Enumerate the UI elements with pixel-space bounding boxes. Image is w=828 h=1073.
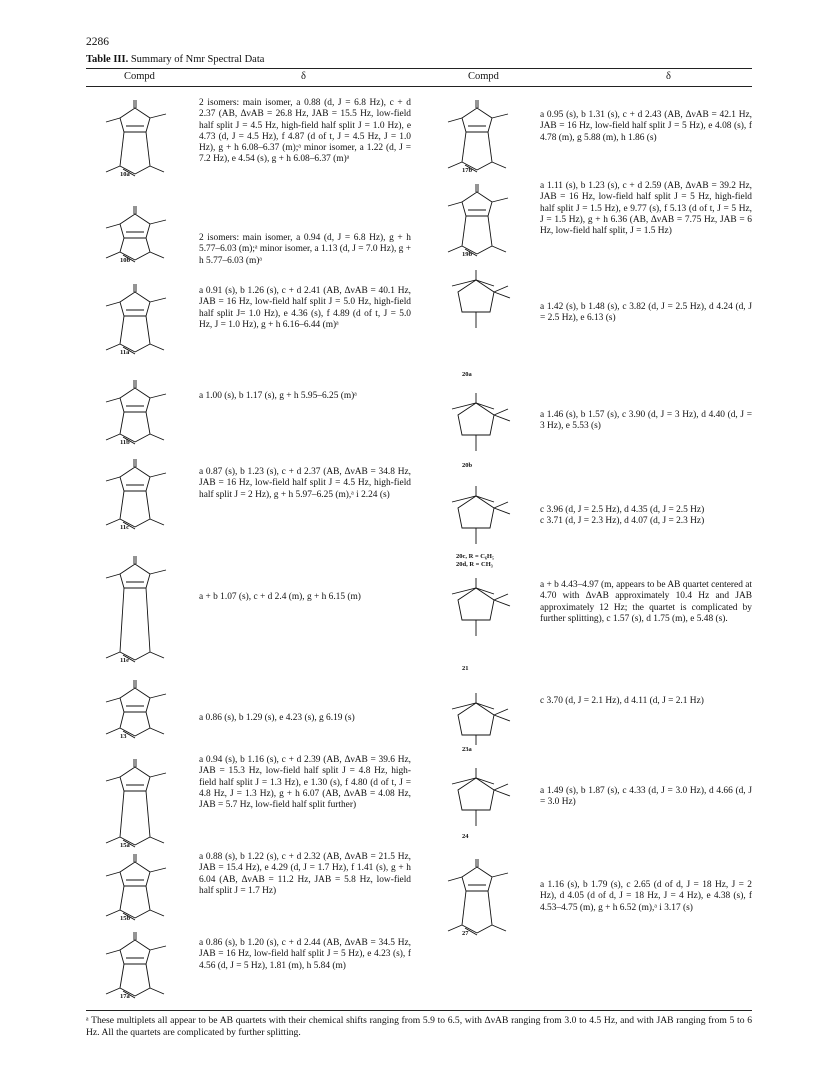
skeleton-drawing	[106, 459, 166, 529]
skeleton-drawing	[448, 184, 508, 256]
compound-label: 11a	[120, 349, 130, 356]
nmr-data-text: a 0.86 (s), b 1.20 (s), c + d 2.44 (AB, ΔνAB = 34.5 Hz, JAB = 16 Hz, low-field half split J = 5 Hz), e 4.23 (s), f 4.56 (d, J = 5 Hz), 1.81 (m), h 5.84 (m)	[199, 938, 411, 971]
structure-svg	[432, 570, 532, 680]
compound-structure	[90, 928, 190, 1008]
compound-structure	[432, 570, 532, 680]
compound-label: 10b	[120, 257, 131, 264]
compound-label: 15b	[120, 915, 131, 922]
bottom-rule	[86, 1010, 752, 1011]
skeleton-drawing	[106, 932, 166, 998]
structure-svg	[432, 760, 532, 848]
structure-svg	[432, 685, 532, 761]
compound-label: 23a	[462, 746, 472, 753]
skeleton-drawing	[106, 759, 166, 847]
compound-label: 11b	[120, 439, 130, 446]
compound-structure	[90, 455, 190, 539]
nmr-data-text: 2 isomers: main isomer, a 0.94 (d, J = 6.8 Hz), g + h 5.77–6.03 (m);ᵃ minor isomer, a 1.13 (d, J = 7.0 Hz), g + h 5.77–6.03 (m)ᵃ	[199, 233, 411, 266]
compound-label: 17b	[462, 167, 473, 174]
nmr-data-text: a 1.42 (s), b 1.48 (s), c 3.82 (d, J = 2.5 Hz), d 4.24 (d, J = 2.5 Hz), e 6.13 (s)	[540, 302, 752, 324]
nmr-data-text: a 1.46 (s), b 1.57 (s), c 3.90 (d, J = 3 Hz), d 4.40 (d, J = 3 Hz), e 5.53 (s)	[540, 410, 752, 432]
nmr-data-text: a 0.94 (s), b 1.16 (s), c + d 2.39 (AB, ΔνAB = 39.6 Hz, JAB = 15.3 Hz, low-field half split J = 4.8 Hz, high-field half split J = 1.3 Hz), e 1.30 (s), f 4.80 (d of t, J = 4.8 Hz, J = 1.3 Hz), g + h 6.07 (AB, ΔνAB = 4.08 Hz, JAB = 5.7 Hz, low-field half split further)	[199, 755, 411, 811]
left-delta-header: δ	[301, 71, 306, 82]
compound-structure	[90, 376, 190, 454]
structure-svg	[90, 376, 190, 454]
table-title: Summary of Nmr Spectral Data	[130, 54, 265, 65]
nmr-data-line: c 3.71 (d, J = 2.3 Hz), d 4.07 (d, J = 2.3 Hz)	[540, 516, 705, 527]
compound-label: 13	[120, 733, 127, 740]
compound-structure	[432, 685, 532, 761]
nmr-data-text: a 1.11 (s), b 1.23 (s), c + d 2.59 (AB, ΔνAB = 39.2 Hz, JAB = 16 Hz, low-field half split J = 5 Hz, high-field half split J = 1.5 Hz), e 9.77 (s), f 5.13 (d of t, J = 5 Hz, J = 1.5 Hz), g + h 6.36 (AB, ΔνAB = 7.75 Hz, JAB = 6 Hz, low-field half split, J = 1.5 Hz)	[540, 181, 752, 237]
structure-svg	[90, 676, 190, 748]
nmr-data-text	[540, 505, 752, 528]
compound-structure	[432, 478, 532, 568]
nmr-data-text: a 0.95 (s), b 1.31 (s), c + d 2.43 (AB, ΔνAB = 42.1 Hz, JAB = 16 Hz, low-field half split J = 5 Hz), e 4.08 (s), f 4.78 (m), g 5.88 (m), h 1.86 (s)	[540, 110, 752, 143]
structure-svg	[90, 928, 190, 1008]
compound-structure	[90, 755, 190, 857]
compound-label: 20a	[462, 371, 472, 378]
nmr-data-text: a 0.91 (s), b 1.26 (s), c + d 2.41 (AB, ΔνAB = 40.1 Hz, JAB = 16 Hz, low-field half split J = 5.0 Hz, high-field half split J= 1.0 Hz), e 4.36 (s), f 4.89 (d of t, J = 5.0 Hz, J = 1.0 Hz), g + h 6.16–6.44 (m)ᵃ	[199, 286, 411, 330]
structure-svg	[90, 755, 190, 857]
compound-label: 11e	[120, 657, 130, 664]
skeleton-drawing	[106, 206, 166, 262]
compound-label: 15a	[120, 842, 130, 849]
structure-svg	[90, 455, 190, 539]
skeleton-drawing	[448, 859, 508, 935]
nmr-data-text: a 0.88 (s), b 1.22 (s), c + d 2.32 (AB, ΔνAB = 21.5 Hz, JAB = 15.4 Hz), e 4.29 (d, J = 1.7 Hz), f 1.41 (s), g + h 6.04 (AB, ΔνAB = 11.2 Hz, JAB = 5.8 Hz, low-field half split J = 1.7 Hz)	[199, 852, 411, 896]
compound-structure	[90, 202, 190, 272]
structure-svg	[432, 96, 532, 182]
ring-drawing	[452, 578, 510, 636]
structure-svg	[432, 385, 532, 477]
skeleton-drawing	[106, 100, 166, 176]
nmr-data-text: a 0.87 (s), b 1.23 (s), c + d 2.37 (AB, ΔνAB = 34.8 Hz, JAB = 16 Hz, low-field half split J = 4.5 Hz, high-field half split J = 2 Hz), g + h 5.97–6.25 (m),ᵃ i 2.24 (s)	[199, 467, 411, 500]
nmr-data-text: a 0.86 (s), b 1.29 (s), e 4.23 (s), g 6.19 (s)	[199, 713, 355, 723]
ring-drawing	[452, 393, 510, 451]
compound-label: 21	[462, 665, 469, 672]
compound-structure	[90, 676, 190, 748]
structure-svg	[90, 552, 190, 672]
structure-svg	[432, 855, 532, 945]
skeleton-drawing	[106, 680, 166, 738]
structure-svg	[432, 180, 532, 266]
nmr-data-text: a + b 4.43–4.97 (m, appears to be AB quartet centered at 4.70 with ΔνAB approximately 10.4 Hz and JAB approximately 12 Hz; the quartet is complicated by further splitting), c 1.57 (s), d 1.75 (m), e 5.48 (s).	[540, 580, 752, 624]
skeleton-drawing	[106, 854, 166, 920]
nmr-data-text: c 3.70 (d, J = 2.1 Hz), d 4.11 (d, J = 2.1 Hz)	[540, 696, 704, 706]
ring-drawing	[452, 768, 510, 826]
nmr-data-line: c 3.96 (d, J = 2.5 Hz), d 4.35 (d, J = 2.5 Hz)	[540, 505, 705, 515]
compound-structure	[90, 280, 190, 364]
compound-label: 19b	[462, 251, 473, 258]
table-caption	[86, 54, 264, 65]
compound-structure	[90, 552, 190, 672]
skeleton-drawing	[106, 556, 166, 662]
footnote: ᵃ These multiplets all appear to be AB quartets with their chemical shifts ranging from 5.9 to 6.5, with ΔνAB ranging from 3.0 to 4.5 Hz, and with JAB ranging from 5 to 6 Hz. All the quartets are complicated by further splitting.	[86, 1015, 752, 1038]
compound-label: 17a	[120, 993, 130, 1000]
compound-structure	[432, 96, 532, 182]
compound-label: 27	[462, 930, 469, 937]
compound-structure	[90, 850, 190, 930]
ring-drawing	[452, 486, 510, 544]
table-label: Table III.	[86, 54, 129, 65]
nmr-data-text: a 1.00 (s), b 1.17 (s), g + h 5.95–6.25 (m)ᵃ	[199, 391, 357, 401]
header-rule	[86, 86, 752, 87]
compound-label: 20d, R = CH₃	[456, 561, 493, 568]
compound-structure	[432, 180, 532, 266]
nmr-data-text: a + b 1.07 (s), c + d 2.4 (m), g + h 6.15 (m)	[199, 592, 361, 602]
top-rule	[86, 68, 752, 69]
skeleton-drawing	[106, 284, 166, 354]
compound-label: 10a	[120, 171, 130, 178]
structure-svg	[432, 478, 532, 568]
nmr-data-text: a 1.49 (s), b 1.87 (s), c 4.33 (d, J = 3.0 Hz), d 4.66 (d, J = 3.0 Hz)	[540, 786, 752, 808]
nmr-data-text: 2 isomers: main isomer, a 0.88 (d, J = 6.8 Hz), c + d 2.37 (AB, ΔνAB = 26.8 Hz, JAB = 15.5 Hz, low-field half split J = 4.5 Hz, high-field half split J = 1.0 Hz), e 4.73 (d, J = 4.5 Hz), f 4.87 (d of t, J = 4.5 Hz, J = 1.0 Hz), g + h 6.08–6.37 (m);ᵃ minor isomer, a 1.22 (d, J = 7.2 Hz), e 4.54 (s), g + h 6.08–6.37 (m)ᵃ	[199, 98, 411, 165]
structure-svg	[432, 262, 532, 386]
compound-structure	[432, 760, 532, 848]
ring-drawing	[452, 693, 510, 745]
ring-drawing	[452, 270, 510, 328]
compound-label: 20b	[462, 462, 473, 469]
compound-label: 20c, R = C₆H₅	[456, 553, 494, 560]
structure-svg	[90, 280, 190, 364]
right-compd-header: Compd	[468, 71, 499, 82]
structure-svg	[90, 850, 190, 930]
compound-structure	[90, 96, 190, 186]
left-compd-header: Compd	[124, 71, 155, 82]
structure-svg	[90, 96, 190, 186]
compound-structure	[432, 855, 532, 945]
compound-structure	[432, 385, 532, 477]
page-number: 2286	[86, 36, 109, 48]
nmr-data-text: a 1.16 (s), b 1.79 (s), c 2.65 (d of d, J = 18 Hz, J = 2 Hz), d 4.05 (d of d, J = 18 Hz, J = 4 Hz), e 4.38 (s), f 4.53–4.75 (m), g + h 6.52 (m),ᵃ i 3.17 (s)	[540, 880, 752, 913]
right-delta-header: δ	[666, 71, 671, 82]
compound-label: 11c	[120, 524, 130, 531]
compound-structure	[432, 262, 532, 386]
skeleton-drawing	[448, 100, 508, 172]
compound-label: 24	[462, 833, 469, 840]
structure-svg	[90, 202, 190, 272]
skeleton-drawing	[106, 380, 166, 444]
